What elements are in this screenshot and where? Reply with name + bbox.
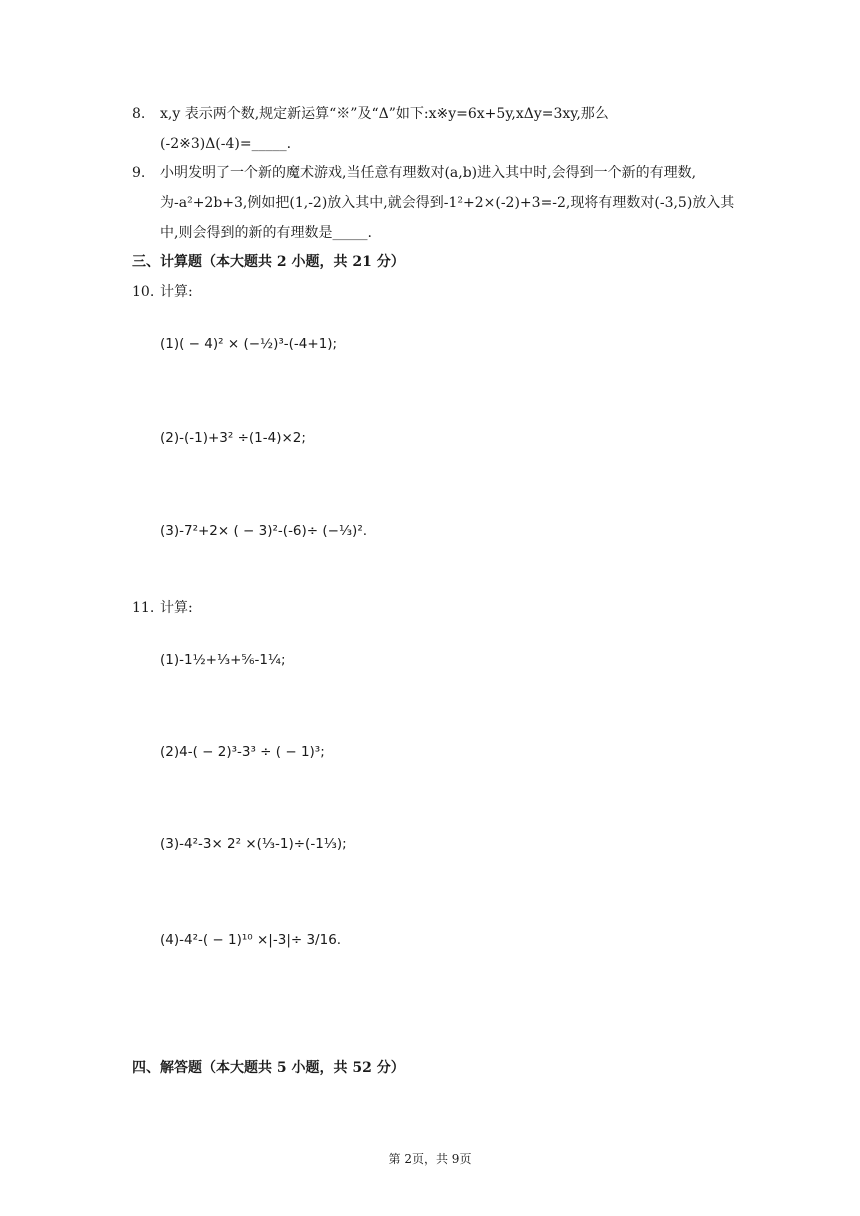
question-10-title: 计算:	[160, 284, 193, 300]
question-9-line-1: 小明发明了一个新的魔术游戏,当任意有理数对(a,b)进入其中时,会得到一个新的有理数,	[160, 165, 697, 181]
question-9-number: 9.	[132, 165, 146, 181]
question-8-number: 8.	[132, 106, 146, 122]
page-footer: 第 2页，共 9页	[388, 1152, 472, 1166]
question-11-title: 计算:	[160, 600, 193, 616]
question-10-part-3: (3)-7²+2× ( − 3)²-(-6)÷ (−⅓)².	[160, 523, 368, 539]
question-11-part-4: (4)-4²-( − 1)¹⁰ ×|-3|÷ 3/16.	[160, 932, 342, 948]
question-11-part-1: (1)-1½+⅓+⅚-1¼;	[160, 652, 286, 668]
question-10-part-2: (2)-(-1)+3² ÷(1-4)×2;	[160, 430, 306, 446]
question-8-line-2: (-2※3)Δ(-4)=_____.	[160, 136, 292, 152]
question-8-line-1: x,y 表示两个数,规定新运算“※”及“Δ”如下:x※y=6x+5y,xΔy=3xy,那么	[160, 106, 609, 122]
question-9-line-2: 为-a²+2b+3,例如把(1,-2)放入其中,就会得到-1²+2×(-2)+3=-2,现将有理数对(-3,5)放入其	[160, 195, 735, 211]
question-11-part-2: (2)4-( − 2)³-3³ ÷ ( − 1)³;	[160, 744, 325, 760]
question-10-number: 10.	[132, 284, 155, 300]
section-4-heading: 四、解答题（本大题共 5 小题，共 52 分）	[132, 1060, 405, 1076]
question-11-part-3: (3)-4²-3× 2² ×(⅓-1)÷(-1⅓);	[160, 836, 347, 852]
question-10-part-1: (1)( − 4)² × (−½)³-(-4+1);	[160, 336, 338, 352]
question-9-line-3: 中,则会得到的新的有理数是_____.	[160, 225, 372, 241]
question-11-number: 11.	[132, 600, 155, 616]
section-3-heading: 三、计算题（本大题共 2 小题，共 21 分）	[132, 254, 405, 270]
